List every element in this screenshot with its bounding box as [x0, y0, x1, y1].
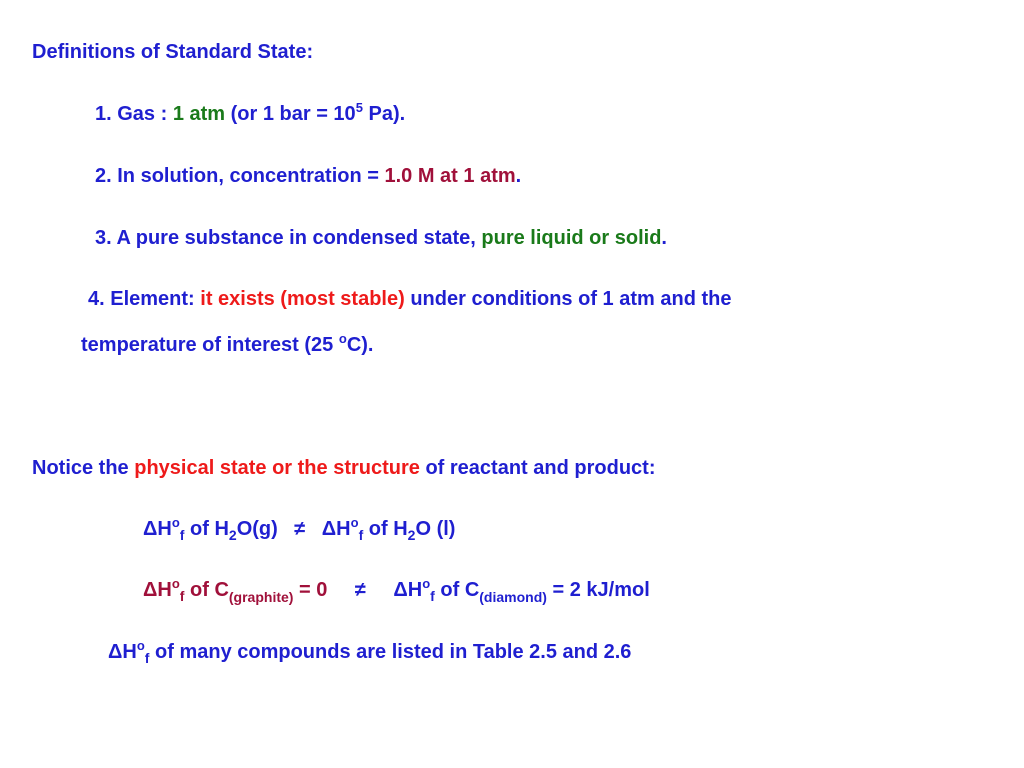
notice-line [32, 456, 655, 480]
item1-prefix: 1. Gas : [95, 103, 173, 125]
item1-rest: (or 1 bar = 10 [225, 103, 356, 125]
eq2-delta-h-2: ΔH [393, 579, 423, 601]
equation-water [143, 517, 455, 541]
item1-end: Pa). [362, 103, 406, 125]
item4-highlight: it exists (most stable) [200, 288, 405, 310]
eq1-sub-2-b: 2 [407, 527, 416, 543]
eq1-delta-h-2: ΔH [321, 518, 351, 540]
eq2-eq-value: = 2 kJ/mol [546, 579, 650, 601]
definition-item-element [88, 287, 731, 311]
eq1-standard-o-2: o [350, 515, 359, 530]
eq1-sub-2: 2 [228, 527, 237, 543]
item3-highlight: pure liquid or solid [481, 227, 662, 249]
eq1-water-liquid: O (l) [415, 518, 456, 540]
summary-rest: of many compounds are listed in Table 2.5 and 2.6 [149, 641, 632, 663]
summary-standard-o: o [136, 638, 145, 653]
item1-highlight: 1 atm [172, 103, 226, 125]
definition-item-element-line2 [81, 333, 373, 357]
definitions-heading [32, 40, 313, 64]
eq1-sub-f: f [179, 527, 185, 543]
summary-line [108, 640, 631, 664]
item4-prefix: 4. Element: [88, 288, 201, 310]
eq2-graphite: (graphite) [228, 589, 294, 605]
definition-item-pure-substance [95, 226, 667, 250]
item4-rest: under conditions of 1 atm and the [404, 288, 732, 310]
item2-highlight: 1.0 M at 1 atm [384, 165, 516, 187]
eq2-delta-h: ΔH [143, 579, 172, 601]
degree-symbol: o [338, 331, 347, 346]
notice-highlight: physical state or the structure [134, 457, 420, 479]
eq1-water-gas: O(g) [236, 518, 278, 540]
item3-end: . [661, 227, 667, 249]
eq2-eq-zero: = 0 [293, 579, 328, 601]
not-equal-symbol: ≠ [294, 518, 306, 540]
eq2-standard-o-2: o [422, 576, 431, 591]
definition-item-gas [95, 102, 405, 126]
not-equal-symbol-2: ≠ [354, 579, 366, 601]
eq2-of-c-2: of C [434, 579, 480, 601]
item4-line2-prefix: temperature of interest (25 [81, 334, 339, 356]
equation-carbon [143, 576, 650, 605]
eq1-of-h-2: of H [363, 518, 408, 540]
eq2-sub-f-2: f [430, 588, 435, 604]
eq2-diamond: (diamond) [479, 589, 547, 605]
eq1-standard-o: o [171, 515, 180, 530]
definitions-heading-text: Definitions of Standard State: [32, 41, 314, 63]
summary-delta-h: ΔH [108, 641, 137, 663]
eq1-sub-f-2: f [358, 527, 364, 543]
summary-sub-f: f [144, 650, 150, 666]
eq2-standard-o: o [171, 576, 180, 591]
item4-line2-end: C). [346, 334, 374, 356]
definition-item-solution [95, 164, 521, 188]
eq2-of-c: of C [184, 579, 229, 601]
item2-prefix: 2. In solution, concentration = [95, 165, 385, 187]
notice-rest: of reactant and product: [419, 457, 656, 479]
eq2-sub-f: f [179, 588, 185, 604]
item3-prefix: 3. A pure substance in condensed state, [95, 227, 482, 249]
notice-prefix: Notice the [32, 457, 135, 479]
eq1-delta-h: ΔH [143, 518, 172, 540]
item2-end: . [515, 165, 522, 187]
eq1-of-h: of H [184, 518, 229, 540]
item1-exponent: 5 [355, 100, 363, 115]
